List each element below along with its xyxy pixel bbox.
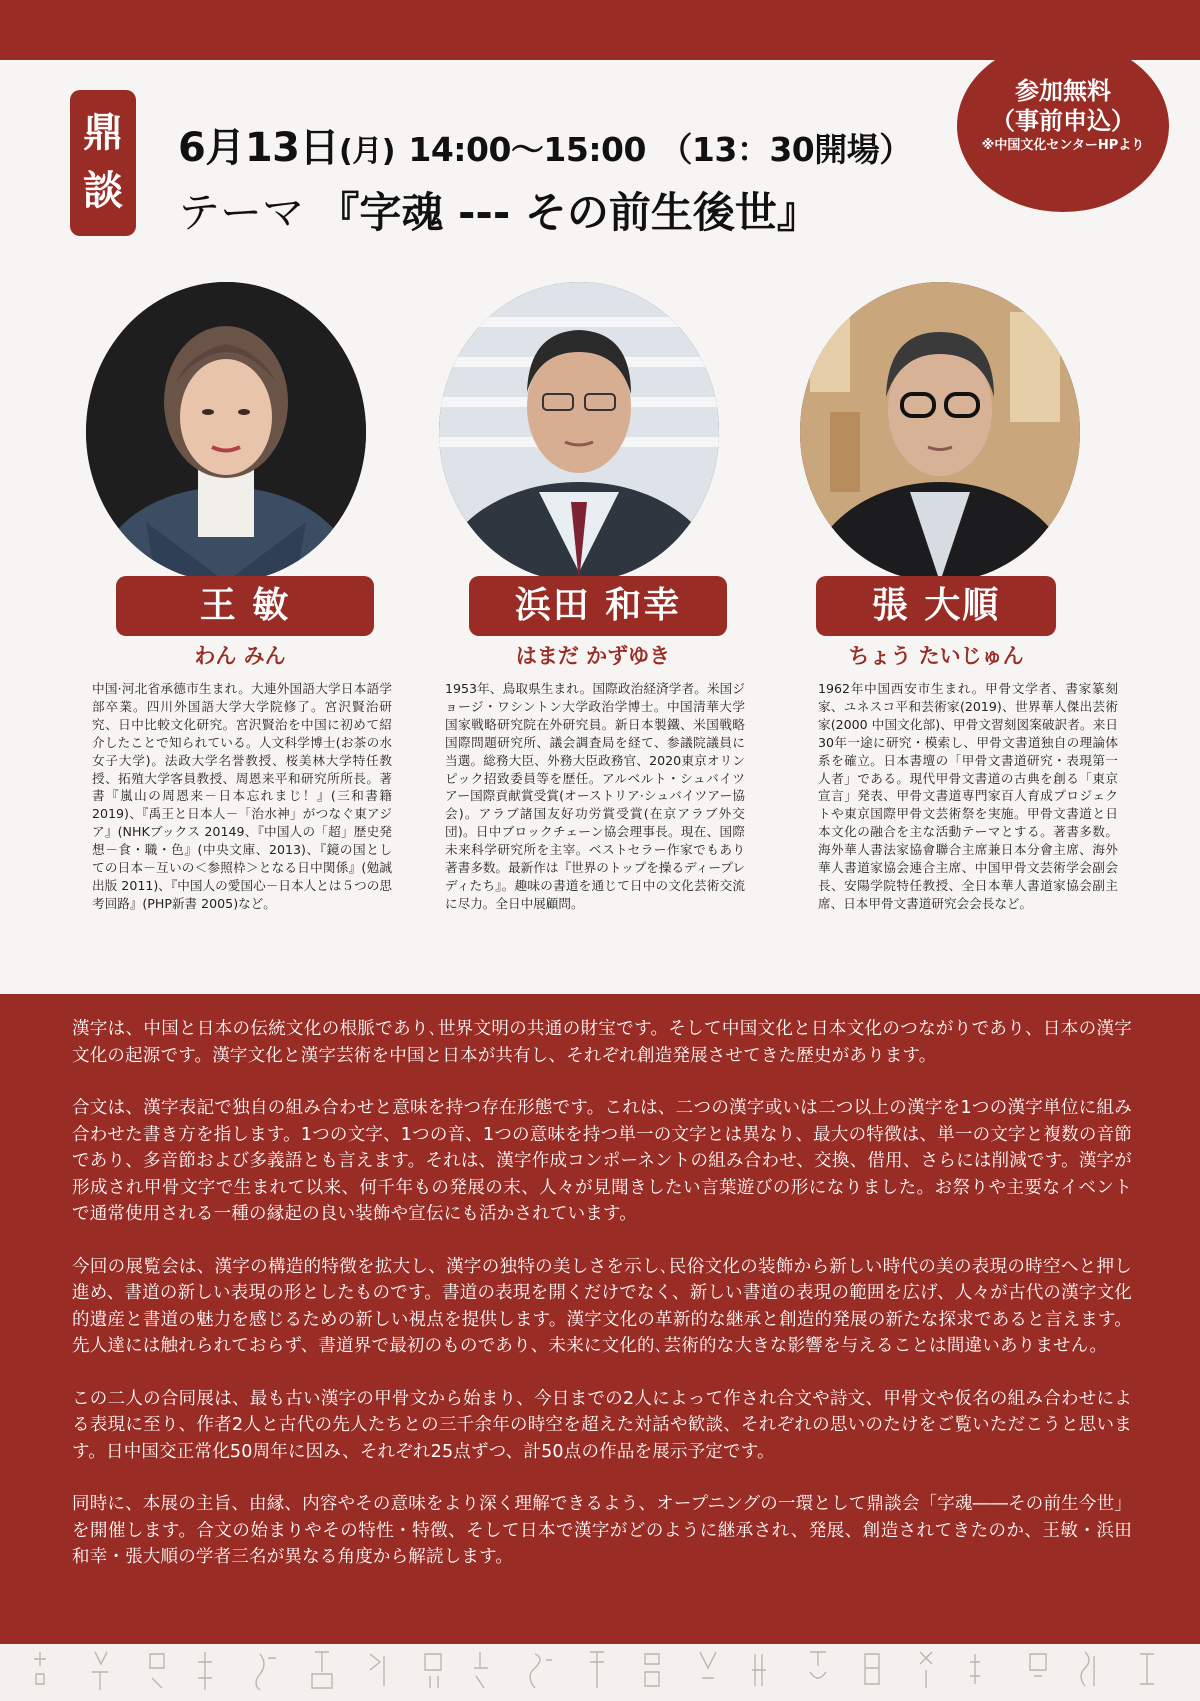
- event-date: 6月13日: [178, 125, 339, 171]
- calligraphy-strip: [0, 1644, 1200, 1701]
- speaker-name: 王 敏: [199, 585, 291, 626]
- event-datetime: [178, 116, 912, 173]
- speaker-name: 浜田 和幸: [514, 585, 682, 626]
- event-doors: （13：30開場）: [659, 130, 912, 169]
- event-weekday: (月): [339, 134, 395, 169]
- dingtan-badge: [70, 90, 136, 236]
- description-panel: [0, 994, 1200, 1644]
- paragraph-exhibition: 今回の展覧会は、漢字の構造的特徴を拡大し、漢字の独特の美しさを示し､民俗文化の装飾から新しい時代の美の表現の時空へと押し進め、書道の新しい表現の形としたものです。書道の表現を開くだけでなく、新しい書道の表現の範囲を広げ、人々が古代の漢字文化的遺産と書道の魅力を感じるための新しい視点を提供します。漢字文化の革新的な継承と創造的発展の新たな探求であると言えます。先人達には触れられておらず、書道界で最初のものであり、未来に文化的､芸術的な大きな影響を与えることは間違いありません。: [72, 1256, 1132, 1356]
- event-time: 14:00〜15:00: [408, 130, 646, 169]
- paragraph-intro: 漢字は、中国と日本の伝統文化の根脈であり､世界文明の共通の財宝です。そして中国文化と日本文化のつながりであり、日本の漢字文化の起源です。漢字文化と漢字芸術を中国と日本が共有し、それぞれ創造発展させてきた歴史があります。: [72, 1019, 1132, 1066]
- admission-line-3: ※中国文化センターHPより: [981, 138, 1145, 153]
- paragraph-gobun: 合文は、漢字表記で独自の組み合わせと意味を持つ存在形態です。これは、二つの漢字或いは二つ以上の漢字を1つの漢字単位に組み合わせた書き方を指します。1つの文字、1つの音、1つの意味を持つ単一の文字とは異なり、最大の特徴は、単一の文字と複数の音節であり、多音節および多義語とも言えます。それは、漢字作成コンポーネントの組み合わせ、交換、借用、さらには削減です。漢字が形成され甲骨文字で生まれて以来、何千年もの発展の末、人々が見聞きしたい言葉遊びの形になりました。お祭りや主要なイベントで通常使用される一種の縁起の良い装飾や宣伝にも活かされています。: [72, 1098, 1132, 1224]
- speaker-bio: 中国·河北省承德市生まれ。大連外国語大学日本語学部卒業。四川外国語大学大学院修了。宮沢賢治研究、日中比較文化研究。宮沢賢治を中国に初めて紹介したことで知られている。人文科学博士(お茶の水女子大学)。法政大学名誉教授、桜美林大学特任教授、拓殖大学客員教授、周恩来平和研究所所長。著書『嵐山の周恩来－日本忘れまじ！』(三和書籍 2019)、『禹王と日本人－「治水神」がつなぐ東アジア』(NHKブックス 20149、『中国人の「超」歴史発想－食・職・色』(中央文庫、2013)、『鏡の国としての日本－互いの＜参照枠＞となる日中関係』(勉誠出版 2011)、『中国人の愛国心－日本人とは５つの思考回路』(PHP新書 2005)など。: [92, 681, 392, 911]
- badge-char-1: 鼎: [83, 110, 123, 156]
- theme-label: テーマ: [178, 188, 305, 237]
- speaker-kana: はまだ かずゆき: [515, 644, 671, 668]
- speaker-photo: [439, 282, 719, 582]
- admission-line-1: 参加無料: [1015, 77, 1111, 105]
- speaker-kana: ちょう たいじゅん: [848, 644, 1024, 668]
- speaker-bio: 1953年、鳥取県生まれ。国際政治経済学者。米国ジョージ・ワシントン大学政治学博士。中国清華大学国家戦略研究院在外研究員。新日本製鐵、米国戦略国際問題研究所、議会調査局を経て、参議院議員に当選。総務大臣、外務大臣政務官、2020東京オリンピック招致委員等を歴任。アルベルト・シュバイツアー国際貢献賞受賞(オーストリア·シュバイツアー協会)。アラブ諸国友好功労賞受賞(在京アラブ外交団)。日中ブロックチェーン協会理事長。現在、国際未来科学研究所を主宰。ベストセラー作家でもあり著書多数。最新作は『世界のトップを操るディープレディたち』。趣味の書道を通じて日中の文化芸術交流に尽力。全日中展顧問。: [445, 681, 745, 911]
- theme-title: 『字魂 --- その前生後世』: [317, 188, 819, 237]
- speaker-name: 張 大順: [871, 585, 1001, 626]
- paragraph-joint-show: この二人の合同展は、最も古い漢字の甲骨文から始まり、今日までの2人によって作され合文や詩文、甲骨文や仮名の組み合わせによる表現に至り、作者2人と古代の先人たちとの三千余年の時空を超えた対話や歓談、それぞれの思いのたけをご覧いただこうと思います。日中国交正常化50周年に因み、それぞれ25点ずつ、計50点の作品を展示予定です。: [72, 1388, 1132, 1462]
- speaker-name-box: [116, 576, 374, 636]
- paragraph-talk: 同時に、本展の主旨、由縁、内容やその意味をより深く理解できるよう、オープニングの一環として鼎談会「字魂――その前生今世」を開催します。合文の始まりやその特性・特徴、そして日本で漢字がどのように継承され、発展、創造されてきたのか、王敏・浜田和幸・張大順の学者三名が異なる角度から解読します。: [72, 1494, 1132, 1567]
- calligraphy-pattern: [0, 1644, 1200, 1701]
- admission-line-2: （事前申込）: [991, 107, 1135, 135]
- speaker-photo: [86, 282, 366, 582]
- speaker-name-box: [816, 576, 1056, 636]
- event-theme: [178, 180, 819, 240]
- speaker-photo: [800, 282, 1080, 582]
- badge-char-2: 談: [83, 168, 123, 214]
- admission-badge: [957, 40, 1169, 212]
- speaker-name-box: [469, 576, 727, 636]
- speaker-kana: わん みん: [194, 644, 286, 668]
- speaker-bio: 1962年中国西安市生まれ。甲骨文学者、書家篆刻家、ユネスコ平和芸術家(2019)、世界華人傑出芸術家(2000 中国文化部)、甲骨文習刻図案破訳者。来日30年一途に研究・模索し、甲骨文書道独自の理論体系を確立。日本書壇の「甲骨文書道研究・表現第一人者」である。現代甲骨文書道の古典を創る「東京宣言」発表、甲骨文書道専門家百人育成プロジェクトや東京国際甲骨文芸術祭を実施。甲骨文書道と日本文化の融合を主な活動テーマとする。著書多数。海外華人書法家協會聯合主席兼日本分會主席、海外華人書道家協会連合主席、中国甲骨文芸術学会副会長、安陽学院特任教授、全日本華人書道家協会副主席、日本甲骨文書道研究会会長など。: [818, 681, 1118, 911]
